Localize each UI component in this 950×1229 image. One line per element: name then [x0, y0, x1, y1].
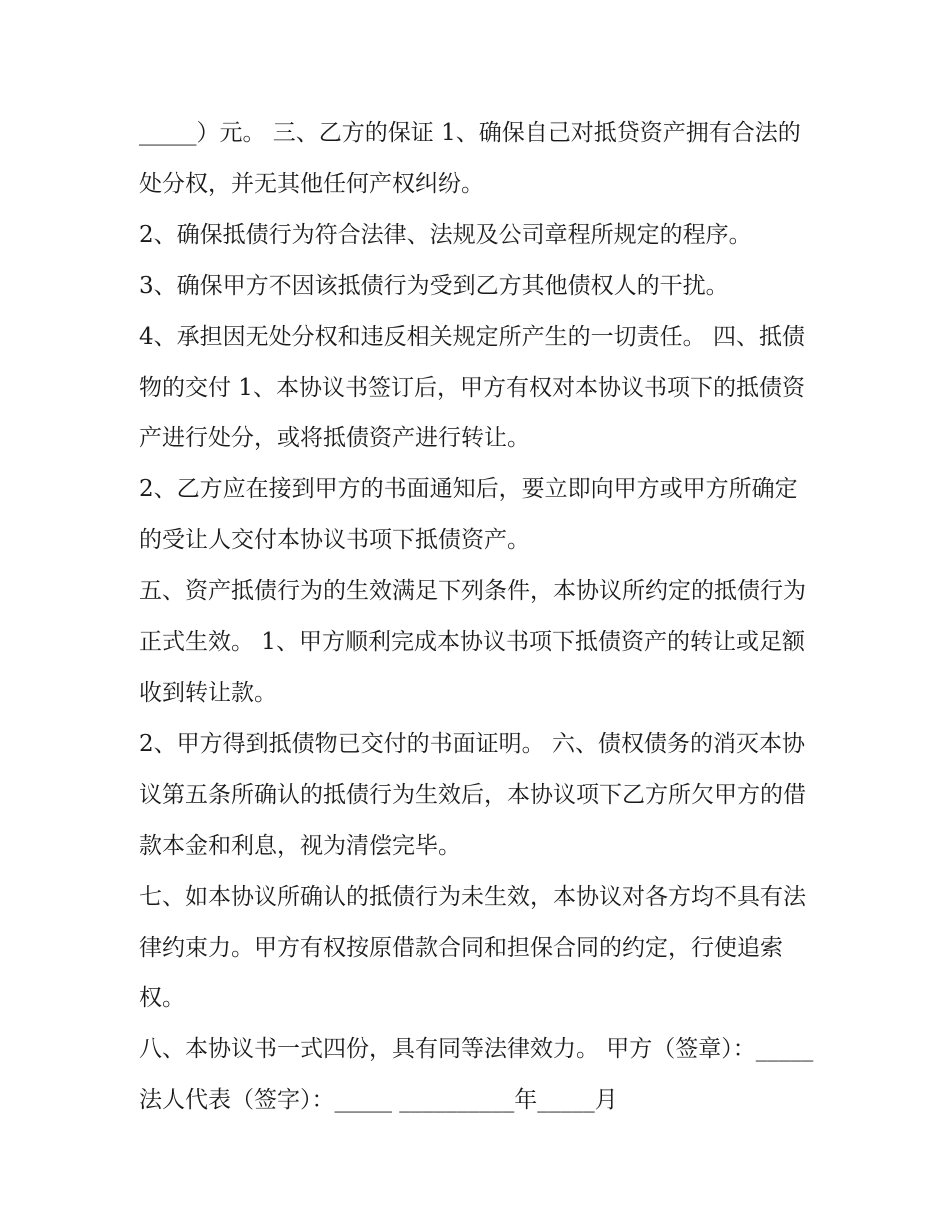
- paragraph-copies-signature: 八、本协议书一式四份，具有同等法律效力。 甲方（签章）：_____ 法人代表（签字）：_____ __________年_____月: [139, 1036, 821, 1114]
- paragraph-guarantee-3: 3、确保甲方不因该抵债行为受到乙方其他债权人的干扰。: [139, 272, 729, 299]
- paragraph-delivery: 4、承担因无处分权和违反相关规定所产生的一切责任。 四、抵债物的交付 1、本协议书签订后，甲方有权对本协议书项下的抵债资产进行处分，或将抵债资产进行转让。: [139, 323, 805, 452]
- paragraph-effectiveness: 五、资产抵债行为的生效满足下列条件，本协议所约定的抵债行为正式生效。 1、甲方顺利完成本协议书项下抵债资产的转让或足额收到转让款。: [139, 578, 806, 706]
- paragraph-guarantee-2: 2、确保抵债行为符合法律、法规及公司章程所规定的程序。: [139, 221, 752, 248]
- paragraph-ineffective: 七、如本协议所确认的抵债行为未生效，本协议对各方均不具有法律约束力。甲方有权按原借款合同和担保合同的约定，行使追索权。: [139, 883, 806, 1012]
- document-body: [139, 108, 819, 1126]
- paragraph-delivery-2: 2、乙方应在接到甲方的书面通知后，要立即向甲方或甲方所确定的受让人交付本协议书项下抵债资产。: [139, 476, 798, 554]
- paragraph-guarantee-intro: _____）元。 三、乙方的保证 1、确保自己对抵贷资产拥有合法的处分权，并无其他任何产权纠纷。: [139, 120, 801, 197]
- paragraph-extinguishment: 2、甲方得到抵债物已交付的书面证明。 六、债权债务的消灭本协议第五条所确认的抵债行为生效后，本协议项下乙方所欠甲方的借款本金和利息，视为清偿完毕。: [139, 730, 806, 859]
